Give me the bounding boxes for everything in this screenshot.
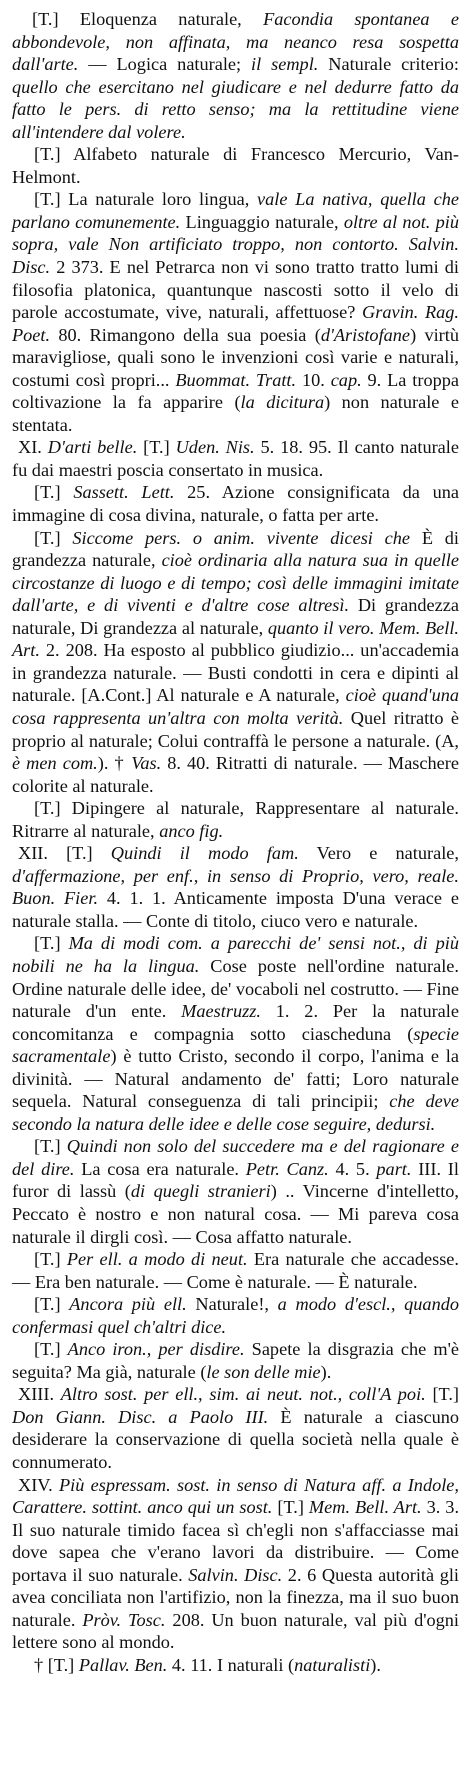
body-text: [T.] Dipingere al naturale, Rappresentare al naturale. Ritrarre al naturale, — [12, 798, 459, 841]
italic-text: Salvin. Disc. — [188, 1564, 283, 1585]
body-text: 8. 40. Ritratti di naturale. — Maschere colorite al naturale. — [12, 753, 459, 796]
entry-paragraph — [12, 143, 459, 188]
italic-text: Ancora più ell. — [69, 1294, 187, 1315]
italic-text: Don Giann. Disc. a Paolo III. — [12, 1406, 269, 1427]
body-text: [T.] — [32, 9, 80, 29]
body-text: ) virtù maravigliose, quali sono le invenzioni così varie e naturali, costumi così propri... — [12, 324, 459, 390]
entry-paragraph — [12, 1338, 459, 1383]
body-text: 2. 208. Ha esposto al pubblico giudizio... un'accademia in grandezza naturale. — Busti condotti in cera e dipinti al naturale. [A.Cont.] Al naturale e A naturale, — [12, 640, 459, 706]
entry-paragraph — [12, 1474, 459, 1654]
body-text: 2 373. E nel Petrarca non vi sono tratto tratto lumi di filosofia platonica, quantunque nascosti sotto il velo di parole accostumate, vive, naturali, affettuose? — [12, 257, 459, 323]
body-text: XIII. — [18, 1384, 61, 1405]
italic-text: Quindi il modo fam. — [110, 843, 299, 864]
italic-text: Gravin. Rag. Poet. — [12, 302, 459, 345]
body-text: La cosa era naturale. — [74, 1158, 246, 1179]
italic-text: Quindi non solo del succedere ma e del ragionare e del dire. — [12, 1136, 459, 1179]
italic-text: naturalisti — [294, 1654, 371, 1675]
entry-paragraph — [12, 1654, 459, 1677]
italic-text: la dicitura — [240, 392, 325, 413]
italic-text: Petr. Canz. — [245, 1158, 329, 1179]
body-text: XI. — [18, 437, 48, 458]
body-text: 4. 5. — [328, 1158, 377, 1179]
body-text: [T.] — [137, 437, 176, 458]
body-text: [T.] Alfabeto naturale di Francesco Mercurio, Van-Helmont. — [12, 144, 459, 187]
italic-text: Pròv. Tosc. — [82, 1609, 166, 1630]
body-text: ) non naturale e stentata. — [12, 392, 459, 435]
body-text: ) è tutto Cristo, secondo il corpo, l'anima e la divinità. — Natural andamento de' fatti; Loro naturale sequela. Natural conseguenza di tali principii; — [12, 1046, 459, 1112]
italic-text: Vas. — [131, 753, 162, 774]
body-text: III. Il furor di lassù ( — [12, 1158, 459, 1202]
italic-text: vale La nativa, quella che parlano comunemente. — [12, 189, 459, 232]
italic-text: d'affermazione, per enf., in senso di Proprio, vero, reale. Buon. Fier. — [12, 865, 459, 909]
body-text: Naturale!, — [186, 1294, 278, 1315]
body-text: ). † — [97, 753, 132, 774]
body-text: Eloquenza naturale, — [79, 9, 264, 29]
body-text: ). — [370, 1654, 381, 1675]
body-text: [T.] — [34, 482, 74, 503]
body-text: ). — [320, 1361, 332, 1382]
italic-text: Anco iron., per disdire. — [67, 1339, 245, 1360]
body-text: È naturale a ciascuno desiderare la conservazione di quella società nella quale è connumerato. — [12, 1406, 459, 1472]
italic-text: cioè quand'una cosa rappresenta un'altra con molta verità. — [12, 685, 459, 728]
italic-text: Siccome pers. o anim. vivente dicesi che — [72, 527, 411, 548]
italic-text: Per ell. a modo di neut. — [66, 1249, 248, 1270]
body-text: Cose poste nell'ordine naturale. Ordine naturale delle idee, de' vocaboli nel costrutto. — Fine naturale d'un ente. — [12, 955, 459, 1022]
italic-text: Sassett. Lett. — [73, 482, 175, 503]
italic-text: quanto il vero. Mem. Bell. Art. — [12, 617, 459, 661]
body-text: 4. 1. 1. Anticamente imposta D'una verace e naturale stalla. — Conte di titolo, ciuco vero e naturale. — [12, 888, 459, 931]
italic-text: quello che esercitano nel giudicare e nel dedurre fatto da fatto le pers. di retto senso; ma la rettitudine viene all'intendere dal volere. — [12, 76, 459, 142]
body-text: Era naturale che accadesse. — Era ben naturale. — Come è naturale. — È naturale. — [12, 1249, 459, 1292]
italic-text: Altro sost. per ell., sim. ai neut. not., coll'A poi. — [60, 1384, 426, 1405]
body-text: Naturale criterio: — [318, 54, 459, 75]
body-text: Vero e naturale, — [298, 843, 459, 864]
body-text: XIV. — [18, 1474, 59, 1495]
body-text: [T.] — [425, 1384, 460, 1405]
italic-text: le son delle mie — [206, 1361, 321, 1382]
body-text: [T.] La naturale loro lingua, — [34, 189, 258, 210]
entry-paragraph — [12, 1135, 459, 1248]
body-text: — Logica naturale; — [78, 54, 252, 75]
body-text: † [T.] — [34, 1654, 79, 1675]
italic-text: Buommat. Tratt. — [175, 369, 297, 390]
body-text: 3. 3. Il suo naturale timido facea sì ch'egli non s'affacciasse mai dove sapea che v'erano lavori da distribuire. — Come portava il suo naturale. — [12, 1497, 460, 1585]
body-text: [T.] — [34, 1339, 68, 1360]
entry-paragraph — [12, 1248, 459, 1293]
entry-paragraph — [12, 8, 459, 143]
italic-text: d'Aristofane — [320, 324, 411, 345]
entry-paragraph — [12, 527, 459, 798]
body-text: 5. 18. 95. Il canto naturale fu dai maestri poscia consertato in musica. — [12, 437, 459, 480]
body-text: 4. 11. I naturali ( — [167, 1654, 295, 1675]
body-text: 208. Un buon naturale, val più d'ogni lettere sono al mondo. — [12, 1609, 459, 1653]
entry-paragraph — [12, 797, 459, 842]
italic-text: il sempl. — [251, 54, 319, 75]
italic-text: che deve secondo la natura delle idee e delle cose seguire, dedursi. — [12, 1091, 459, 1134]
entry-paragraph — [12, 932, 459, 1135]
entry-paragraph — [12, 1293, 459, 1338]
entry-paragraph — [12, 1383, 459, 1473]
italic-text: a modo d'escl., quando confermasi quel ch'altri dice. — [12, 1294, 459, 1337]
body-text: Quel ritratto è proprio al naturale; Colui contraffà le persone a naturale. (A, — [12, 707, 460, 751]
body-text: ) .. Vincerne d'intelletto, Peccato è nostro e non natural cosa. — Mi pareva cosa naturale il dirgli così. — Cosa affatto naturale. — [12, 1181, 459, 1247]
italic-text: Ma di modi com. a parecchi de' sensi not., di più nobili ne ha la lingua. — [12, 933, 459, 976]
italic-text: Pallav. Ben. — [78, 1654, 168, 1675]
entry-paragraph — [12, 842, 459, 932]
italic-text: D'arti belle. — [47, 437, 138, 458]
italic-text: anco fig. — [159, 820, 224, 841]
italic-text: specie sacramentale — [12, 1023, 459, 1067]
body-text: [T.] — [34, 1136, 67, 1157]
body-text: [T.] — [34, 1249, 67, 1270]
italic-text: di quegli stranieri — [130, 1181, 271, 1202]
body-text: È di grandezza naturale, — [12, 527, 459, 571]
body-text: 9. La troppa coltivazione la fa apparire ( — [12, 369, 460, 413]
body-text: 10. — [296, 369, 331, 390]
body-text: [T.] — [34, 527, 73, 548]
italic-text: part. — [376, 1158, 412, 1179]
italic-text: Mem. Bell. Art. — [308, 1497, 422, 1518]
body-text: 2. 6 Questa autorità gli avea conciliata non l'artifizio, non la finezza, ma il suo buon naturale. — [12, 1564, 459, 1630]
entry-paragraph — [12, 436, 459, 481]
italic-text: Facondia spontanea e abbondevole, non affinata, ma neanco resa sospetta dall'arte. — [12, 9, 459, 75]
italic-text: è men com. — [12, 753, 98, 774]
body-text: 25. Azione consignificata da una immagine di cosa divina, naturale, o fatta per arte. — [12, 482, 459, 526]
body-text: Linguaggio naturale, — [180, 211, 344, 232]
italic-text: Maestruzz. — [181, 1001, 261, 1022]
body-text: Sapete la disgrazia che m'è seguita? Ma già, naturale ( — [12, 1339, 459, 1382]
body-text: [T.] — [272, 1497, 309, 1518]
italic-text: Uden. Nis. — [175, 437, 255, 458]
italic-text: Più espressam. sost. in senso di Natura aff. a Indole, Carattere. sottint. anco qui un sost. — [12, 1474, 459, 1518]
body-text: [T.] — [34, 933, 69, 954]
entry-paragraph — [12, 188, 459, 436]
italic-text: oltre al not. più sopra, vale Non artificiato troppo, non contorto. Salvin. Disc. — [12, 211, 459, 278]
body-text: 80. Rimangono della sua poesia ( — [50, 324, 321, 345]
entry-paragraph — [12, 481, 459, 526]
body-text: 1. 2. Per la naturale concomitanza e compagnia sotto ciascheduna ( — [12, 1001, 459, 1044]
body-text: [T.] — [34, 1294, 70, 1315]
italic-text: cap. — [330, 369, 362, 390]
body-text: Di grandezza naturale, Di grandezza al naturale, — [12, 595, 459, 638]
body-text: XII. [T.] — [18, 843, 111, 864]
italic-text: cioè ordinaria alla natura sua in quelle circostanze di luogo e di tempo; così delle immagini imitate dall'arte, e di viventi e d'altre cose altresì. — [12, 550, 459, 616]
